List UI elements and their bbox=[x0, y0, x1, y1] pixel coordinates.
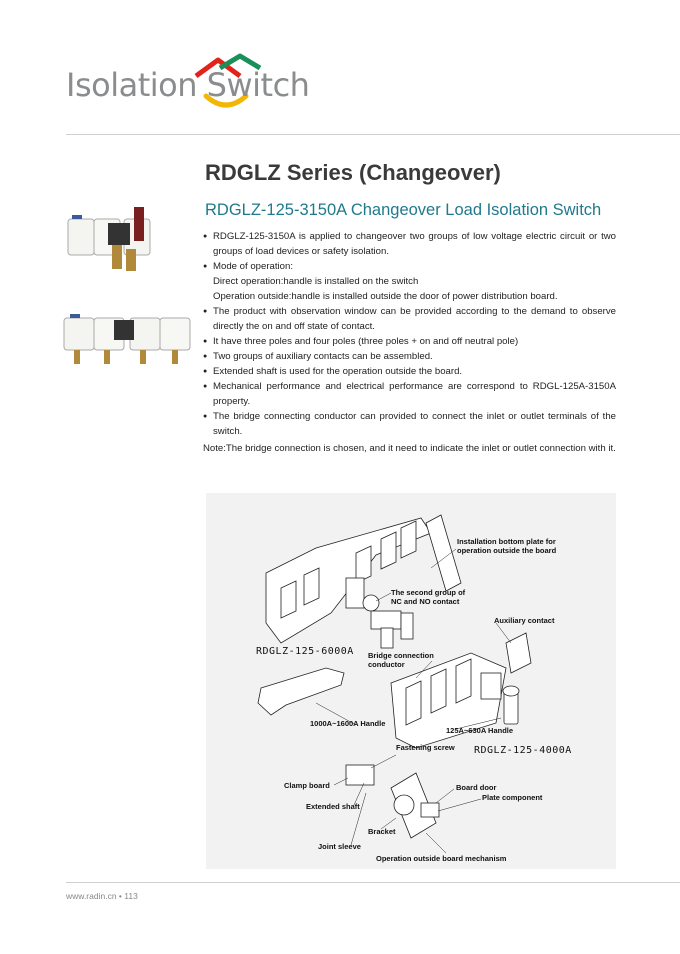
feature-item: ● Mechanical performance and electrical performance are correspond to RDGL-125A-3150A property. bbox=[203, 379, 616, 409]
header-divider bbox=[66, 134, 680, 135]
label-model-6000: RDGLZ-125-6000A bbox=[256, 646, 354, 657]
feature-item: ● RDGLZ-125-3150A is applied to changeover two groups of low voltage electric circuit or two groups of load devices or safety isolation. bbox=[203, 229, 616, 259]
label-mechanism: Operation outside board mechanism bbox=[376, 854, 507, 863]
label-clamp: Clamp board bbox=[284, 781, 330, 790]
label-extended-shaft: Extended shaft bbox=[306, 802, 360, 811]
feature-item: ● It have three poles and four poles (three poles + on and off neutral pole) bbox=[203, 334, 616, 349]
label-handle-125: 125A~630A Handle bbox=[446, 726, 514, 735]
brand-title: Isolation Switch bbox=[66, 66, 310, 104]
note-text: Note:The bridge connection is chosen, and it need to indicate the inlet or outlet connection with it. bbox=[203, 443, 616, 454]
series-title: RDGLZ Series (Changeover) bbox=[205, 160, 501, 185]
footer-divider bbox=[66, 882, 680, 883]
feature-list bbox=[203, 229, 616, 456]
label-fastening: Fastening screw bbox=[396, 743, 455, 752]
feature-item: ● Extended shaft is used for the operation outside the board. bbox=[203, 364, 616, 379]
label-plate-component: Plate component bbox=[482, 793, 543, 802]
exploded-diagram bbox=[206, 493, 616, 869]
feature-item: ● The product with observation window can be provided according to the demand to observe directly the on and off state of contact. bbox=[203, 304, 616, 334]
mode-line: Operation outside:handle is installed outside the door of power distribution board. bbox=[213, 291, 558, 302]
product-photo-4pole bbox=[60, 306, 200, 366]
label-bridge: Bridge connection conductor bbox=[368, 651, 434, 669]
page-reference: www.radin.cn • 113 bbox=[66, 891, 138, 901]
feature-item: ● Mode of operation: bbox=[203, 259, 616, 274]
label-auxiliary: Auxiliary contact bbox=[494, 616, 555, 625]
mode-line: Direct operation:handle is installed on the switch bbox=[213, 276, 419, 287]
label-board-door: Board door bbox=[456, 783, 497, 792]
label-handle-1000: 1000A~1600A Handle bbox=[310, 719, 386, 728]
label-second-group: The second group of NC and NO contact bbox=[391, 588, 466, 606]
label-model-4000: RDGLZ-125-4000A bbox=[474, 745, 572, 756]
feature-item: ● Two groups of auxiliary contacts can be assembled. bbox=[203, 349, 616, 364]
label-install-plate: Installation bottom plate for operation outside the board bbox=[457, 537, 557, 555]
product-photo-3pole bbox=[64, 205, 164, 275]
feature-item: ● The bridge connecting conductor can provided to connect the inlet or outlet terminals of the switch. bbox=[203, 409, 616, 439]
product-title: RDGLZ-125-3150A Changeover Load Isolation Switch bbox=[205, 201, 602, 219]
label-bracket: Bracket bbox=[368, 827, 396, 836]
label-joint-sleeve: Joint sleeve bbox=[318, 842, 361, 851]
